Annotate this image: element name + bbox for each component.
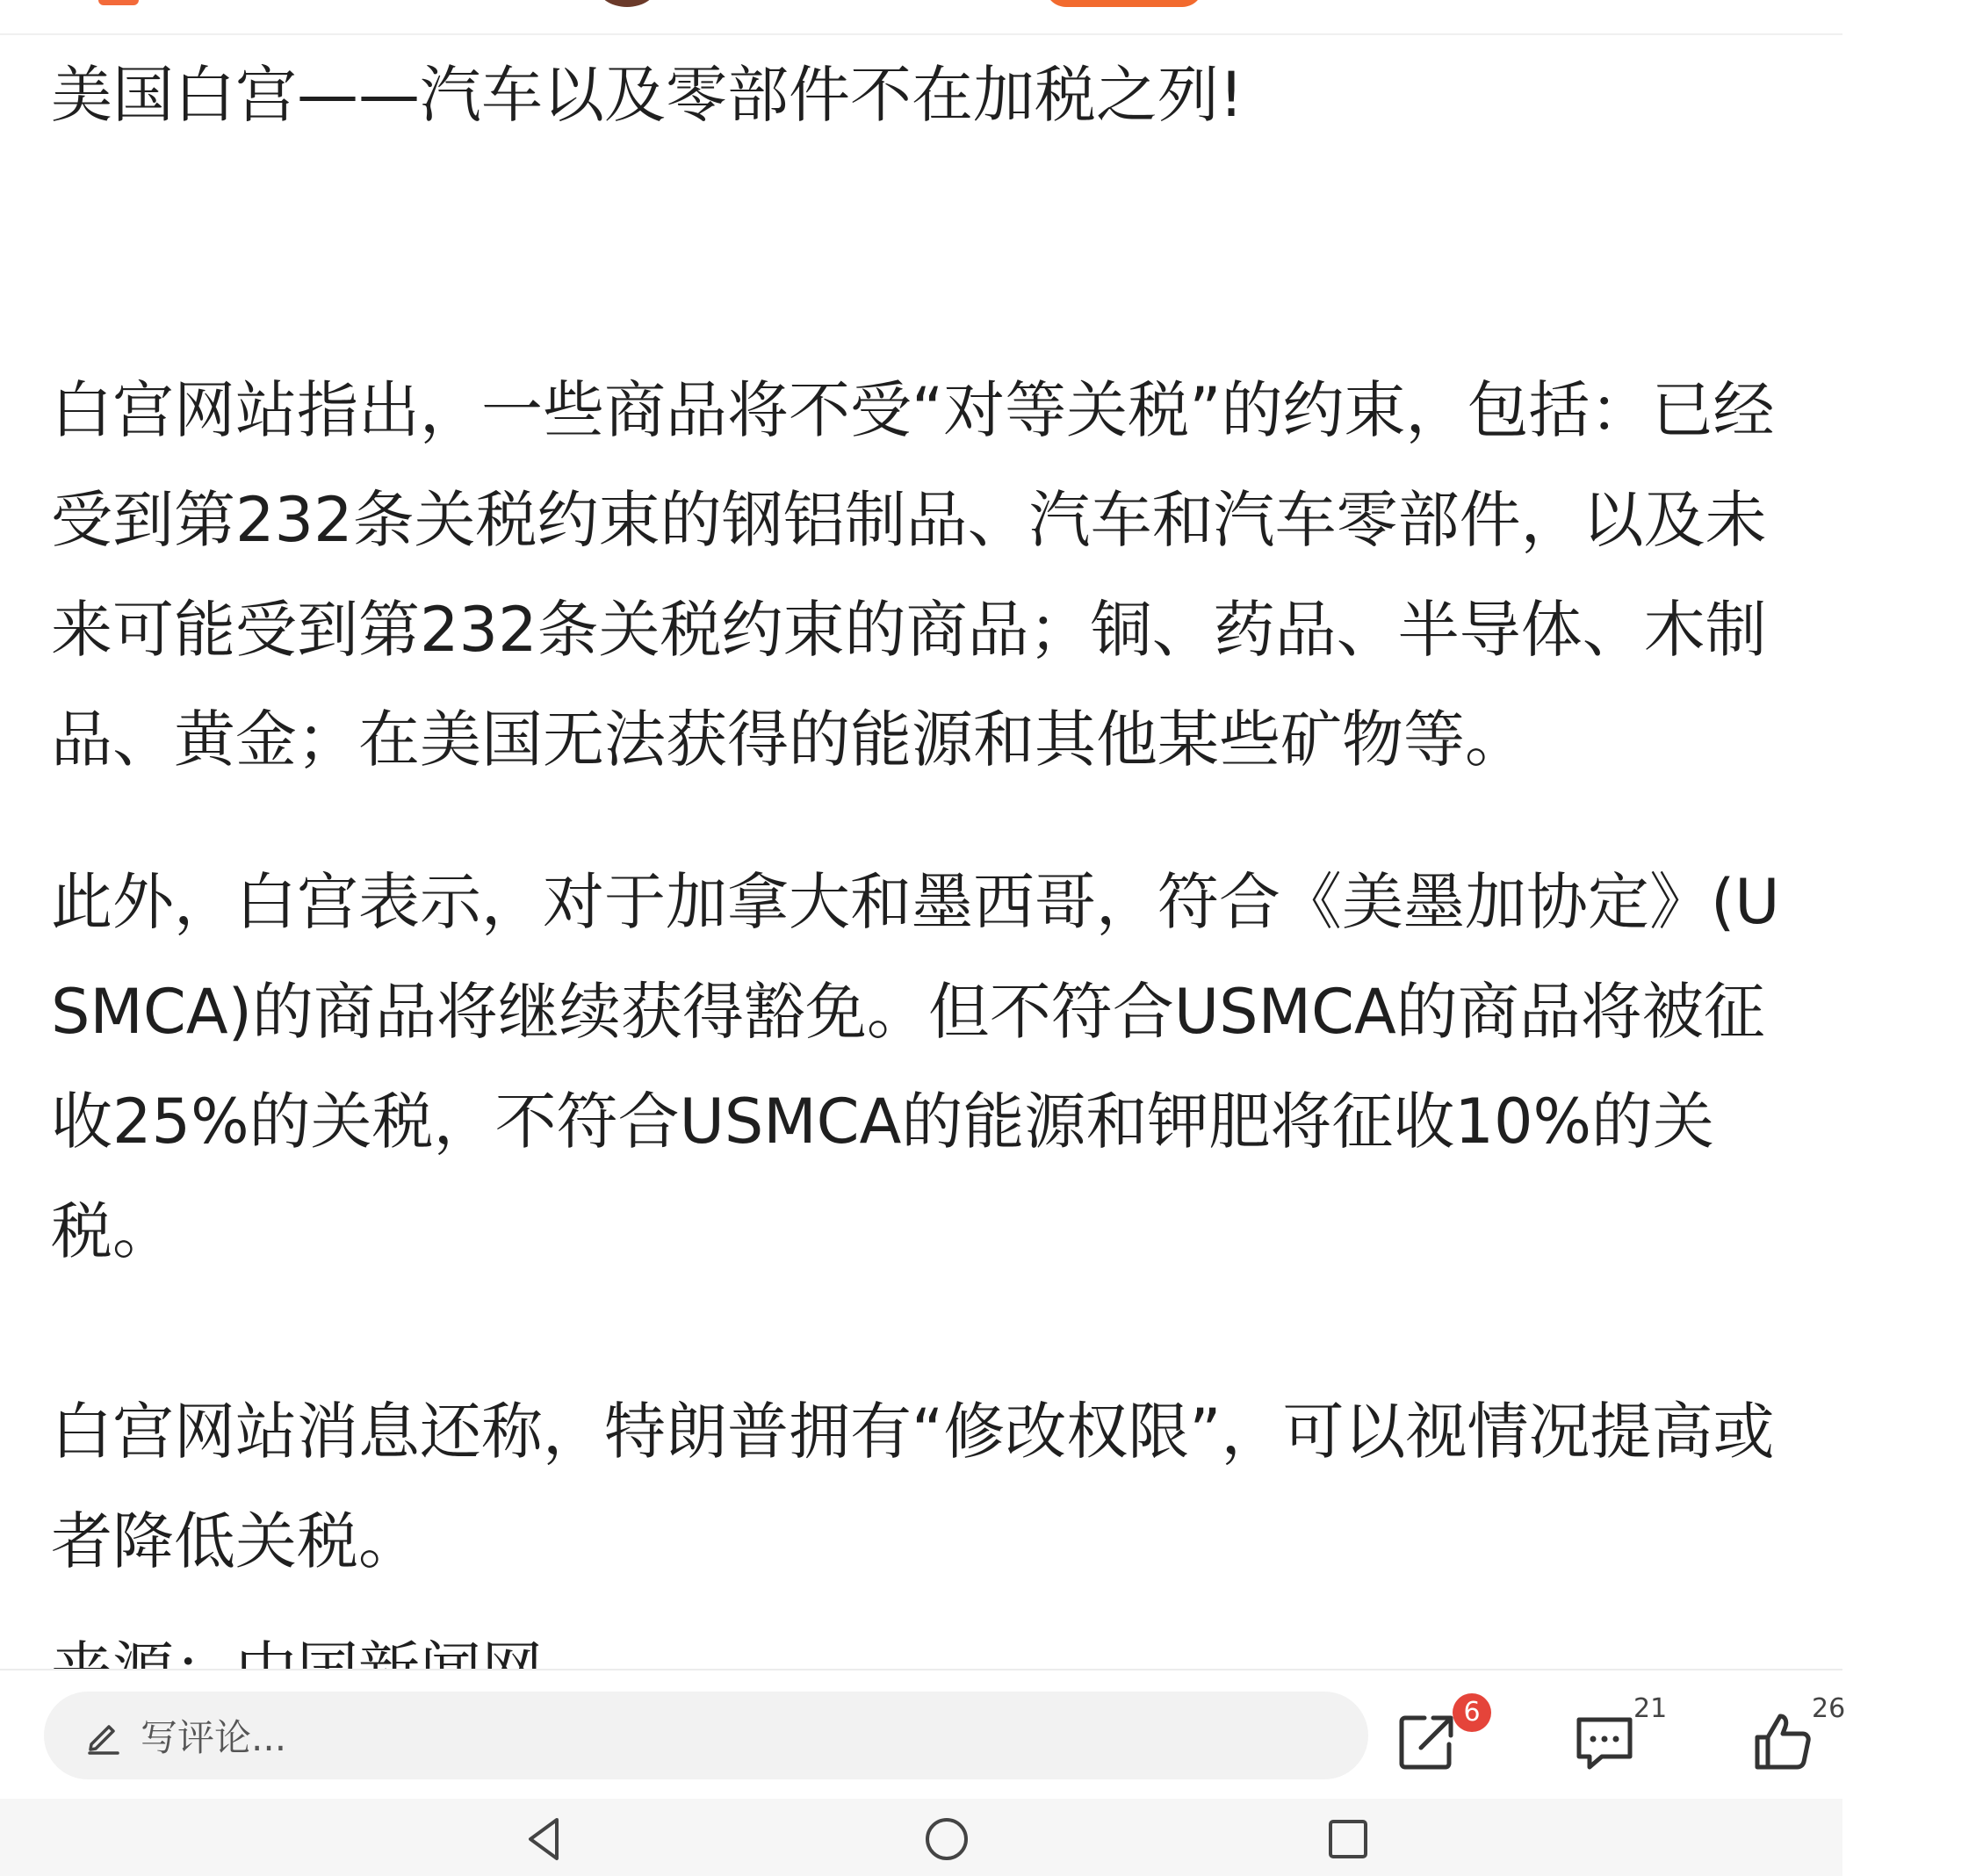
paragraph-line: 此外，白宫表示，对于加拿大和墨西哥，符合《美墨加协定》(U [51,866,1780,938]
paragraph-modify-authority [51,1377,1983,1597]
paragraph-line: 者降低关税。 [51,1505,420,1577]
top-header-strip [0,0,1842,35]
nav-home-icon [920,1813,973,1865]
article-body [51,35,1878,1669]
paragraph-exemptions [51,356,1983,795]
comments-button[interactable] [1556,1690,1668,1786]
pencil-icon [83,1714,125,1757]
author-avatar[interactable] [597,0,657,7]
follow-button[interactable] [1045,0,1203,7]
like-button[interactable] [1734,1690,1846,1786]
thumbs-up-icon [1750,1709,1815,1774]
system-navigation-bar [0,1799,1842,1876]
paragraph-line: 品、黄金；在美国无法获得的能源和其他某些矿物等。 [51,704,1526,776]
comment-count: 21 [1633,1693,1668,1724]
nav-recent-icon [1322,1813,1374,1865]
paragraph-line: 来可能受到第232条关税约束的商品；铜、药品、半导体、木制 [51,594,1767,666]
comment-placeholder: 写评论... [141,1716,287,1759]
comment-icon [1572,1709,1637,1774]
paragraph-line: 白宫网站指出，一些商品将不受“对等关税”的约束，包括：已经 [51,374,1775,446]
nav-home-button[interactable] [920,1813,973,1865]
share-button[interactable] [1379,1690,1481,1786]
nav-recent-button[interactable] [1322,1813,1374,1865]
article-headline: 美国白宫——汽车以及零部件不在加税之列! [51,59,1244,131]
share-badge: 6 [1453,1693,1491,1732]
header-logo-fragment [98,0,139,5]
nav-back-icon [518,1813,571,1865]
paragraph-usmca [51,848,1983,1287]
paragraph-line: SMCA)的商品将继续获得豁免。但不符合USMCA的商品将被征 [51,976,1765,1048]
like-count: 26 [1812,1693,1846,1724]
paragraph-line: 收25%的关税，不符合USMCA的能源和钾肥将征收10%的关 [51,1086,1714,1158]
paragraph-line: 受到第232条关税约束的钢铝制品、汽车和汽车零部件，以及未 [51,484,1767,556]
comment-toolbar [0,1669,1846,1800]
paragraph-line: 税。 [51,1195,174,1267]
paragraph-line: 白宫网站消息还称，特朗普拥有“修改权限”，可以视情况提高或 [51,1396,1775,1468]
comment-input[interactable] [44,1692,1368,1779]
nav-back-button[interactable] [518,1813,571,1865]
share-icon [1395,1709,1460,1774]
